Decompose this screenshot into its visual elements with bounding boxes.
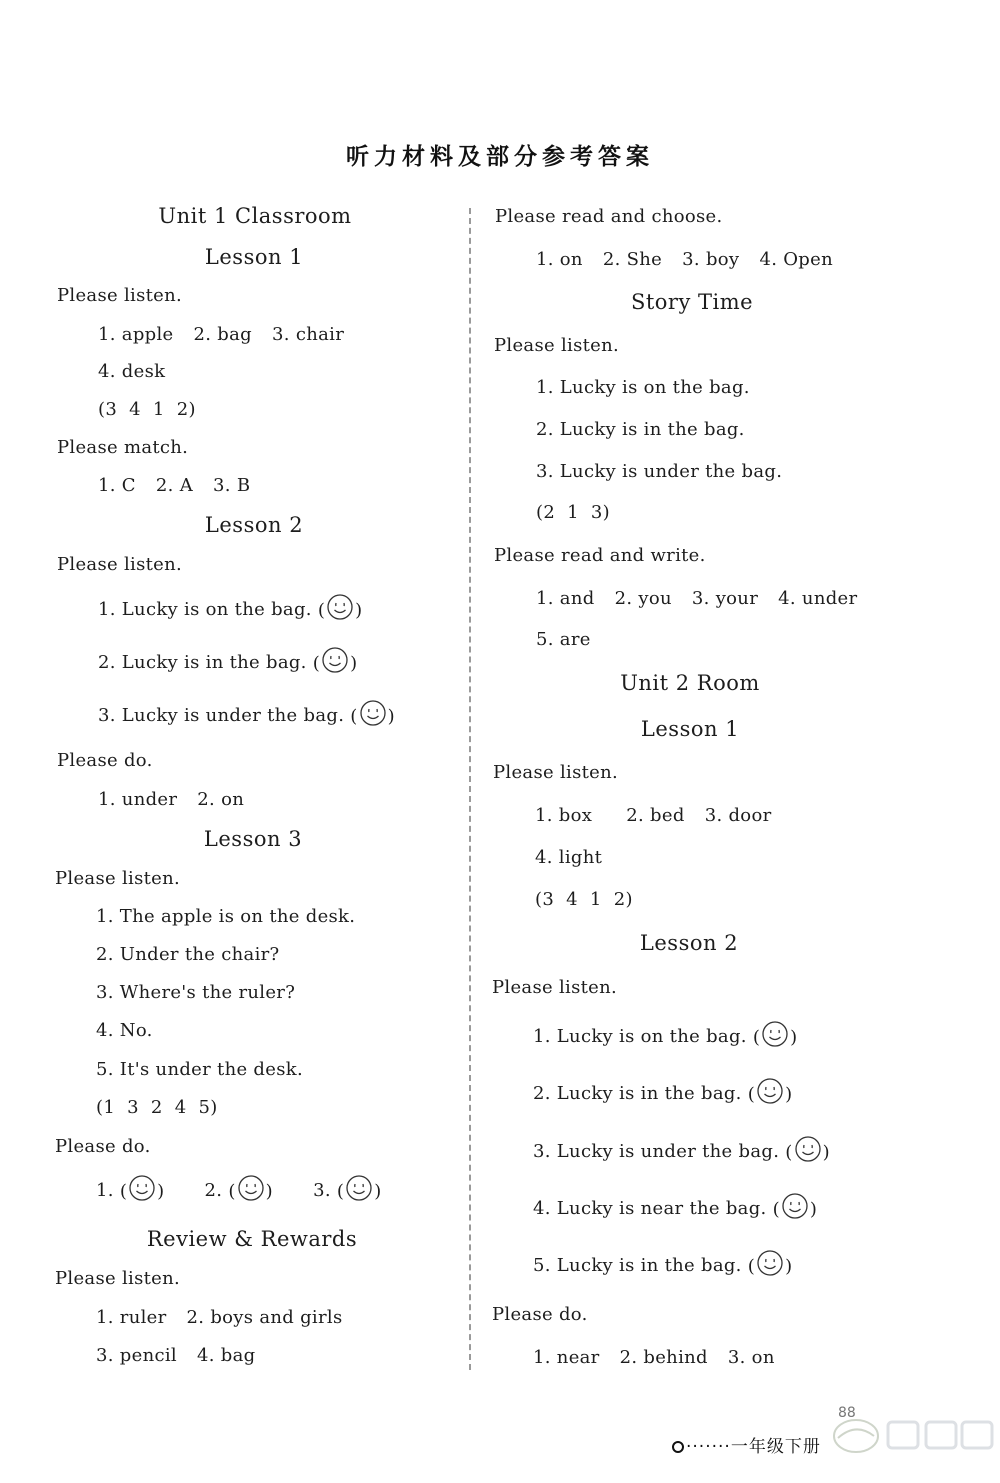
u1-lesson3-title: Lesson 3 [203,827,303,851]
item-number: 1. [96,1180,114,1201]
u2l2-item-5: 5. Lucky is in the bag. ( ) [533,1255,792,1277]
smiley-face-icon [236,1174,266,1202]
u1l3-item-3: 3. Where's the ruler? [96,982,296,1003]
answer-item: 2. boys and girls [186,1307,343,1328]
u2-lesson2-title: Lesson 2 [639,931,739,955]
footer-grade-label [672,1432,821,1457]
story-time-title: Story Time [630,290,754,314]
u2l2-do-answer [533,1347,775,1368]
u1l2-item-3: 3. Lucky is under the bag. ( ) [98,705,395,727]
circle-bullet-icon [672,1441,684,1453]
answer-item: 4. bag [197,1345,256,1366]
review-row2 [96,1345,255,1366]
read-choose-label: Please read and choose. [495,206,723,227]
column-divider [469,208,471,1370]
u1l3-do-answer: 1. ( ) 2. ( ) 3. ( ) [96,1180,382,1202]
answer-item: 3. on [727,1347,775,1368]
story-item-3: 3. Lucky is under the bag. [536,461,783,482]
answer-item: 1. C [98,475,136,496]
u1l3-listen-answer: (1 3 2 4 5) [96,1097,218,1118]
u1l1-match-answer [98,475,250,496]
u1l3-item-5: 5. It's under the desk. [96,1059,303,1080]
grade-label: 一年级下册 [730,1437,821,1457]
u1l1-listen-row1 [98,324,344,345]
answer-item: 2. behind [619,1347,708,1368]
read-write-row1 [536,588,857,609]
u2l2-listen-label: Please listen. [492,977,618,998]
u1l3-item-1: 1. The apple is on the desk. [96,906,356,927]
item-number: 3. [313,1180,331,1201]
answer-item: 2. She [602,249,663,270]
review-row1 [96,1307,342,1328]
u1l2-do-answer [98,789,244,810]
u2l1-answer: (3 4 1 2) [535,889,633,910]
item-text: 1. Lucky is on the bag. [98,599,312,620]
answer-item: 2. bed [626,805,685,826]
u1l2-item-1: 1. Lucky is on the bag. ( ) [98,599,362,621]
answer-item: 3. chair [272,324,345,345]
answer-item: 1. near [533,1347,600,1368]
u2l2-item-3: 3. Lucky is under the bag. ( ) [533,1141,830,1163]
story-item-1: 1. Lucky is on the bag. [536,377,750,398]
answer-item: 3. boy [682,249,740,270]
read-write-label: Please read and write. [494,545,706,566]
smiley-face-icon [780,1192,810,1220]
u2l1-row2: 4. light [535,847,603,868]
read-choose-answer [536,249,833,270]
item-text: 4. Lucky is near the bag. [533,1198,767,1219]
u1l3-listen-label: Please listen. [55,868,181,889]
answer-item: 1. on [536,249,583,270]
u1l1-listen-answer: (3 4 1 2) [98,399,196,420]
answer-item: 4. Open [759,249,833,270]
answer-item: 1. ruler [96,1307,167,1328]
smiley-face-icon [127,1174,157,1202]
smiley-face-icon [358,699,388,727]
answer-item: 3. pencil [96,1345,177,1366]
u2l1-row1 [535,805,771,826]
u1l2-item-2: 2. Lucky is in the bag. ( ) [98,652,357,674]
story-answer: (2 1 3) [536,502,610,523]
u1-lesson2-title: Lesson 2 [204,513,304,537]
page-title: 听力材料及部分参考答案 [346,144,654,170]
u1l2-listen-label: Please listen. [57,554,183,575]
u2l1-listen-label: Please listen. [493,762,619,783]
watermark-logo [826,1412,996,1478]
answer-item: 2. A [155,475,194,496]
item-text: 5. Lucky is in the bag. [533,1255,742,1276]
answer-item: 3. your [691,588,759,609]
smiley-face-icon [755,1249,785,1277]
u1l1-listen-label: Please listen. [57,285,183,306]
item-text: 3. Lucky is under the bag. [533,1141,780,1162]
item-text: 2. Lucky is in the bag. [533,1083,742,1104]
read-write-row2: 5. are [536,629,591,650]
answer-item: 1. apple [98,324,174,345]
answer-item: 3. B [213,475,251,496]
smiley-face-icon [755,1077,785,1105]
u2l2-do-label: Please do. [492,1304,588,1325]
story-listen-label: Please listen. [494,335,620,356]
smiley-face-icon [320,646,350,674]
u1l1-match-label: Please match. [57,437,189,458]
answer-item: 1. under [98,789,178,810]
u2-lesson1-title: Lesson 1 [640,717,740,741]
story-item-2: 2. Lucky is in the bag. [536,419,745,440]
item-text: 3. Lucky is under the bag. [98,705,345,726]
footer-leader: ······· [686,1437,731,1457]
u2l2-item-4: 4. Lucky is near the bag. ( ) [533,1198,817,1220]
unit2-title: Unit 2 Room [620,671,760,695]
item-number: 2. [204,1180,223,1201]
item-text: 2. Lucky is in the bag. [98,652,307,673]
answer-item: 1. box [535,805,593,826]
answer-item: 3. door [704,805,772,826]
item-text: 1. Lucky is on the bag. [533,1026,747,1047]
u1l1-listen-row2: 4. desk [98,361,166,382]
unit1-title: Unit 1 Classroom [158,204,352,228]
u1l3-do-label: Please do. [55,1136,151,1157]
answer-item: 1. and [536,588,595,609]
u1l3-item-4: 4. No. [96,1020,153,1041]
review-listen-label: Please listen. [55,1268,181,1289]
smiley-face-icon [325,593,355,621]
u2l2-item-2: 2. Lucky is in the bag. ( ) [533,1083,792,1105]
answer-item: 4. under [778,588,858,609]
smiley-face-icon [344,1174,374,1202]
answer-item: 2. bag [193,324,252,345]
u1-lesson1-title: Lesson 1 [204,245,304,269]
u1l3-item-2: 2. Under the chair? [96,944,280,965]
u2l2-item-1: 1. Lucky is on the bag. ( ) [533,1026,797,1048]
answer-item: 2. on [197,789,245,810]
smiley-face-icon [760,1020,790,1048]
answer-item: 2. you [614,588,672,609]
page-number: 88 [838,1405,856,1421]
review-title: Review & Rewards [146,1227,358,1251]
u1l2-do-label: Please do. [57,750,153,771]
smiley-face-icon [793,1135,823,1163]
